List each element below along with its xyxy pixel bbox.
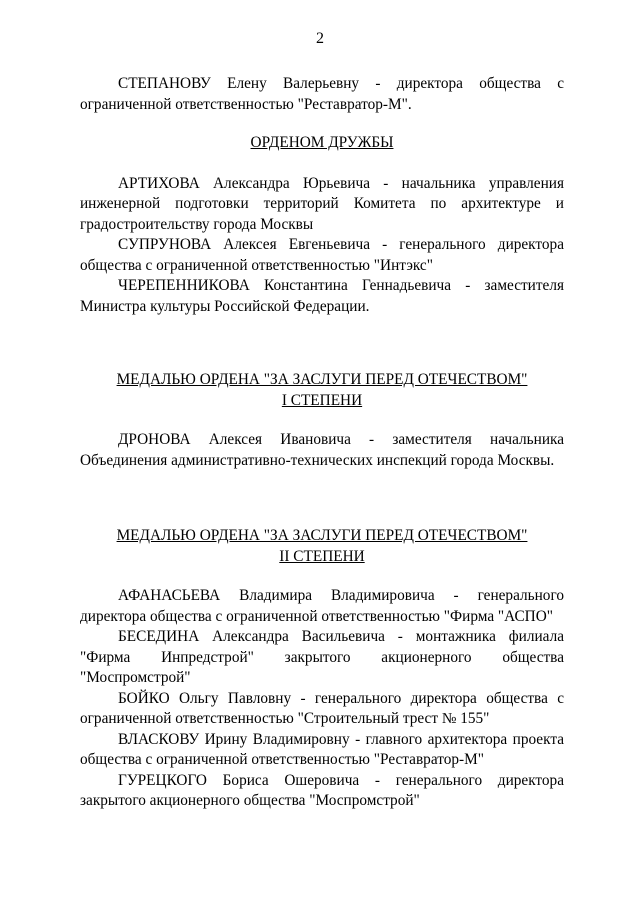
award-entry-suprunova: СУПРУНОВА Алексея Евгеньевича - генерального директора общества с ограниченной ответственностью "Интэкс" [80,236,564,274]
award-entry-guretskogo: ГУРЕЦКОГО Бориса Ошеровича - генерального директора закрытого акционерного общества "Моспромстрой" [80,771,564,809]
section-heading-medal-2-degree: II СТЕПЕНИ [279,547,365,565]
section-heading-medal-1-degree: I СТЕПЕНИ [281,391,363,409]
section-heading-medal-1-title: МЕДАЛЬЮ ОРДЕНА "ЗА ЗАСЛУГИ ПЕРЕД ОТЕЧЕСТВОМ" [116,371,528,388]
section-heading-order-druzhby: ОРДЕНОМ ДРУЖБЫ [250,134,394,151]
section-heading-medal-2-title: МЕДАЛЬЮ ОРДЕНА "ЗА ЗАСЛУГИ ПЕРЕД ОТЕЧЕСТВОМ" [116,527,528,544]
award-entry-artikhova: АРТИХОВА Александра Юрьевича - начальника управления инженерной подготовки территорий Комитета по архитектуре и градостроительству города Москвы [80,174,564,233]
award-entry-stepanova: СТЕПАНОВУ Елену Валерьевну - директора общества с ограниченной ответственностью "Реставратор-М". [80,75,564,113]
award-entry-boyko: БОЙКО Ольгу Павловну - генерального директора общества с ограниченной ответственностью "Строительный трест № 155" [80,689,564,727]
document-body [80,74,564,812]
award-entry-besedina: БЕСЕДИНА Александра Васильевича - монтажника филиала "Фирма Инпредстрой" закрытого акционерного общества "Моспромстрой" [80,628,564,686]
page-number: 2 [316,30,324,47]
award-entry-cherepennikova: ЧЕРЕПЕННИКОВА Константина Геннадьевича - заместителя Министра культуры Российской Федерации. [80,277,564,315]
award-entry-vlaskovu: ВЛАСКОВУ Ирину Владимировну - главного архитектора проекта общества с ограниченной ответственностью "Реставратор-М" [80,730,564,768]
award-entry-afanaseva: АФАНАСЬЕВА Владимира Владимировича - генерального директора общества с ограниченной ответственностью "Фирма "АСПО" [80,587,564,625]
award-entry-dronova: ДРОНОВА Алексея Ивановича - заместителя начальника Объединения административно-технических инспекций города Москвы. [80,431,564,469]
